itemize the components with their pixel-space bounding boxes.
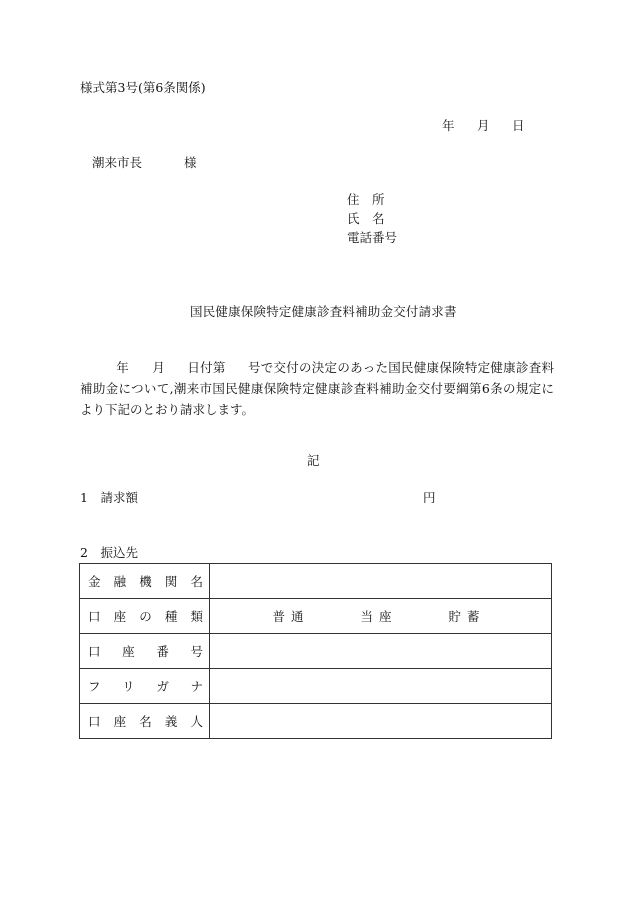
table-row bbox=[80, 669, 552, 704]
furigana-value[interactable] bbox=[210, 669, 552, 704]
account-type-label: 口 座 の 種 類 bbox=[88, 609, 203, 624]
body-month: 月 bbox=[152, 360, 166, 375]
ki-heading: 記 bbox=[307, 453, 320, 468]
table-row bbox=[80, 634, 552, 669]
request-paragraph bbox=[80, 357, 554, 420]
account-type-chochiku[interactable]: 貯蓄 bbox=[448, 609, 486, 624]
furigana-label-cell bbox=[80, 669, 210, 704]
account-number-value[interactable] bbox=[210, 634, 552, 669]
table-row bbox=[80, 564, 552, 599]
bank-name-label-cell bbox=[80, 564, 210, 599]
furigana-label: フ リ ガ ナ bbox=[88, 679, 203, 694]
bank-name-value[interactable] bbox=[210, 564, 552, 599]
body-rest: 号で交付の決定のあった国民健康保険特定健康診査料補助金について,潮来市国民健康保険特定健康診査料補助金交付要綱第6条の規定により下記のとおり請求します。 bbox=[80, 360, 554, 417]
phone-label: 電話番号 bbox=[347, 230, 398, 245]
name-label: 氏 名 bbox=[347, 211, 385, 226]
date-year: 年 bbox=[442, 118, 455, 133]
date-day: 日 bbox=[512, 118, 525, 133]
recipient-name: 潮来市長 bbox=[92, 155, 143, 170]
item1-unit: 円 bbox=[423, 490, 436, 505]
bank-transfer-table bbox=[79, 563, 552, 739]
account-type-futsu[interactable]: 普通 bbox=[272, 609, 310, 624]
body-day-no: 日付第 bbox=[187, 360, 226, 375]
recipient-honorific: 様 bbox=[184, 155, 197, 170]
date-line bbox=[442, 118, 525, 134]
date-month: 月 bbox=[477, 118, 490, 133]
body-year: 年 bbox=[116, 360, 130, 375]
account-holder-label: 口 座 名 義 人 bbox=[88, 714, 203, 729]
document-title: 国民健康保険特定健康診査料補助金交付請求書 bbox=[190, 304, 457, 319]
form-number: 様式第3号(第6条関係) bbox=[80, 80, 206, 95]
account-type-options bbox=[210, 599, 552, 634]
item2-label: 2 振込先 bbox=[80, 545, 138, 560]
bank-name-label: 金 融 機 関 名 bbox=[88, 574, 203, 589]
account-holder-label-cell bbox=[80, 704, 210, 739]
account-holder-value[interactable] bbox=[210, 704, 552, 739]
item1-label: 1 請求額 bbox=[80, 490, 138, 505]
table-row bbox=[80, 599, 552, 634]
account-type-label-cell bbox=[80, 599, 210, 634]
account-number-label: 口 座 番 号 bbox=[88, 644, 203, 659]
account-number-label-cell bbox=[80, 634, 210, 669]
address-label: 住 所 bbox=[347, 192, 385, 207]
table-row bbox=[80, 704, 552, 739]
recipient bbox=[92, 155, 197, 171]
account-type-toza[interactable]: 当座 bbox=[360, 609, 398, 624]
